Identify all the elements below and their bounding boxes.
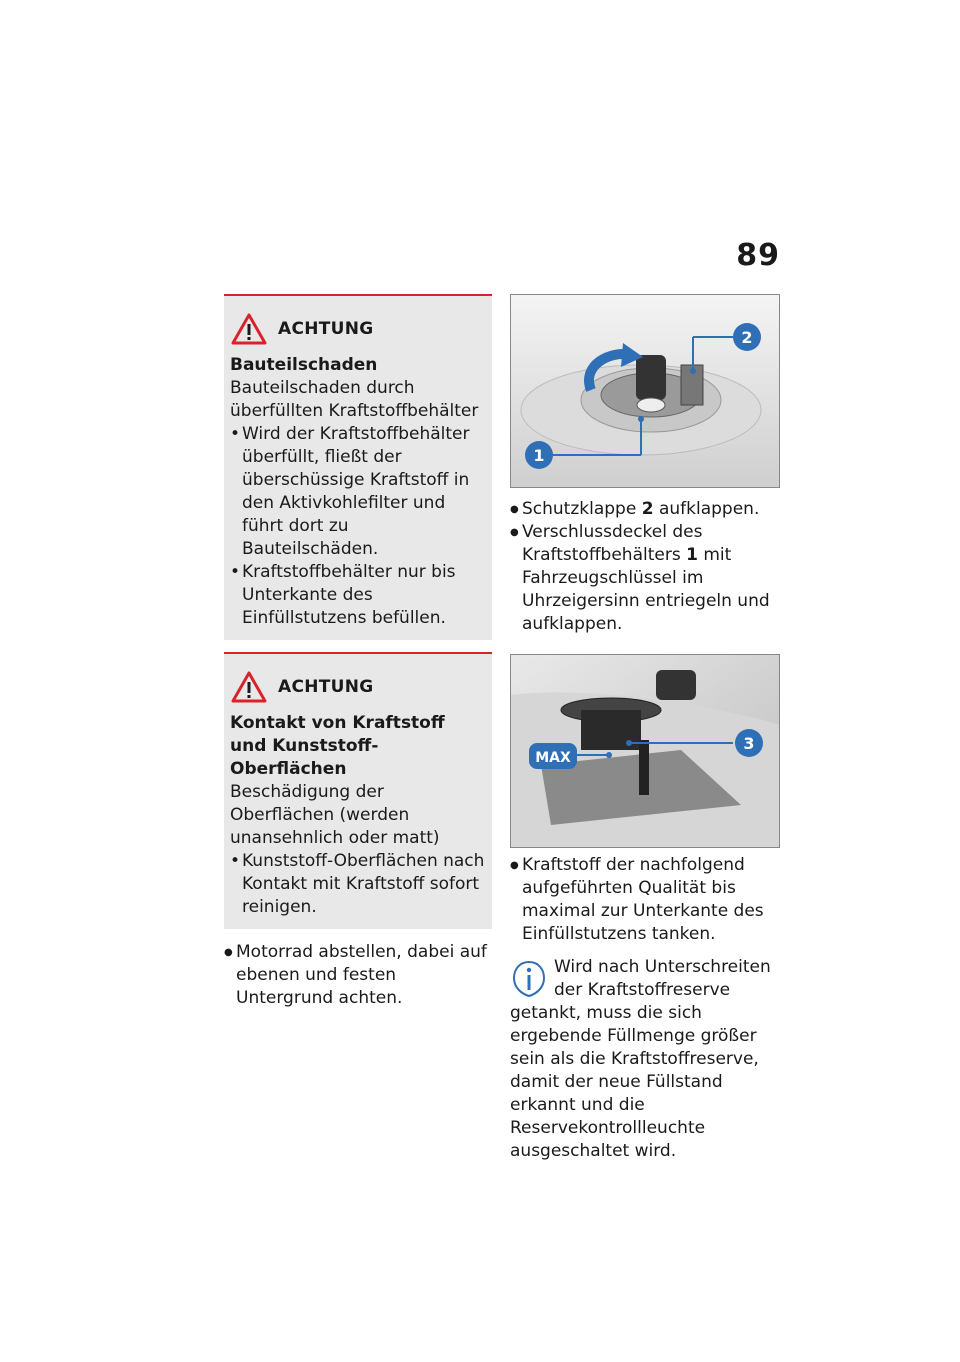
page-number: 89: [736, 238, 780, 273]
warning-box-2: [224, 652, 492, 929]
warning-bullet: • Kraftstoffbehälter nur bis Unterkante des Einfüllstutzens befüllen.: [230, 561, 486, 630]
info-icon: [510, 958, 548, 1000]
step-item: ● Verschlussdeckel des Kraftstoffbehälters 1 mit Fahrzeugschlüssel im Uhrzeigersinn entriegeln und aufklappen.: [510, 521, 780, 636]
left-column: [224, 294, 492, 1010]
fuel-cap-illustration: [511, 295, 780, 488]
warning-bullet: • Wird der Kraftstoffbehälter überfüllt, fließt der überschüssige Kraftstoff in den Aktivkohlefilter und führt dort zu Bauteilschäden.: [230, 423, 486, 561]
step-item: ● Kraftstoff der nachfolgend aufgeführten Qualität bis maximal zur Unterkante des Einfüllstutzens tanken.: [510, 854, 780, 946]
callout-max: MAX: [535, 750, 571, 766]
warning-bullet: • Kunststoff-Oberflächen nach Kontakt mit Kraftstoff sofort reinigen.: [230, 850, 486, 919]
warning-title: ACHTUNG: [278, 319, 374, 339]
warning-text: Bauteilschaden durch überfüllten Kraftstoffbehälter: [230, 378, 479, 421]
info-note: [510, 956, 780, 1163]
right-column: [510, 294, 780, 1163]
step-item: ● Motorrad abstellen, dabei auf ebenen und festen Untergrund achten.: [224, 941, 492, 1010]
fuel-cap-figure: [510, 294, 780, 488]
callout-3: 3: [743, 734, 755, 753]
warning-box-1: [224, 294, 492, 640]
callout-2: 2: [741, 328, 753, 347]
warning-title: ACHTUNG: [278, 677, 374, 697]
warning-subtitle: Bauteilschaden: [230, 355, 378, 375]
callout-1: 1: [533, 446, 545, 465]
warning-subtitle: Kontakt von Kraftstoff und Kunststoff-Oberflächen: [230, 713, 445, 779]
warning-text: Beschädigung der Oberflächen (werden unansehnlich oder matt): [230, 782, 440, 848]
info-text: Wird nach Unterschreiten der Kraftstoffreserve getankt, muss die sich ergebende Füllmenge größer sein als die Kraftstoffreserve, damit der neue Füllstand erkannt und die Reservekontrollleuchte ausgeschaltet wird.: [510, 957, 771, 1161]
step-item: ● Schutzklappe 2 aufklappen.: [510, 498, 780, 521]
warning-triangle-icon: [230, 670, 268, 704]
fuel-filler-illustration: [511, 655, 780, 848]
fuel-filler-figure: [510, 654, 780, 848]
warning-triangle-icon: [230, 312, 268, 346]
